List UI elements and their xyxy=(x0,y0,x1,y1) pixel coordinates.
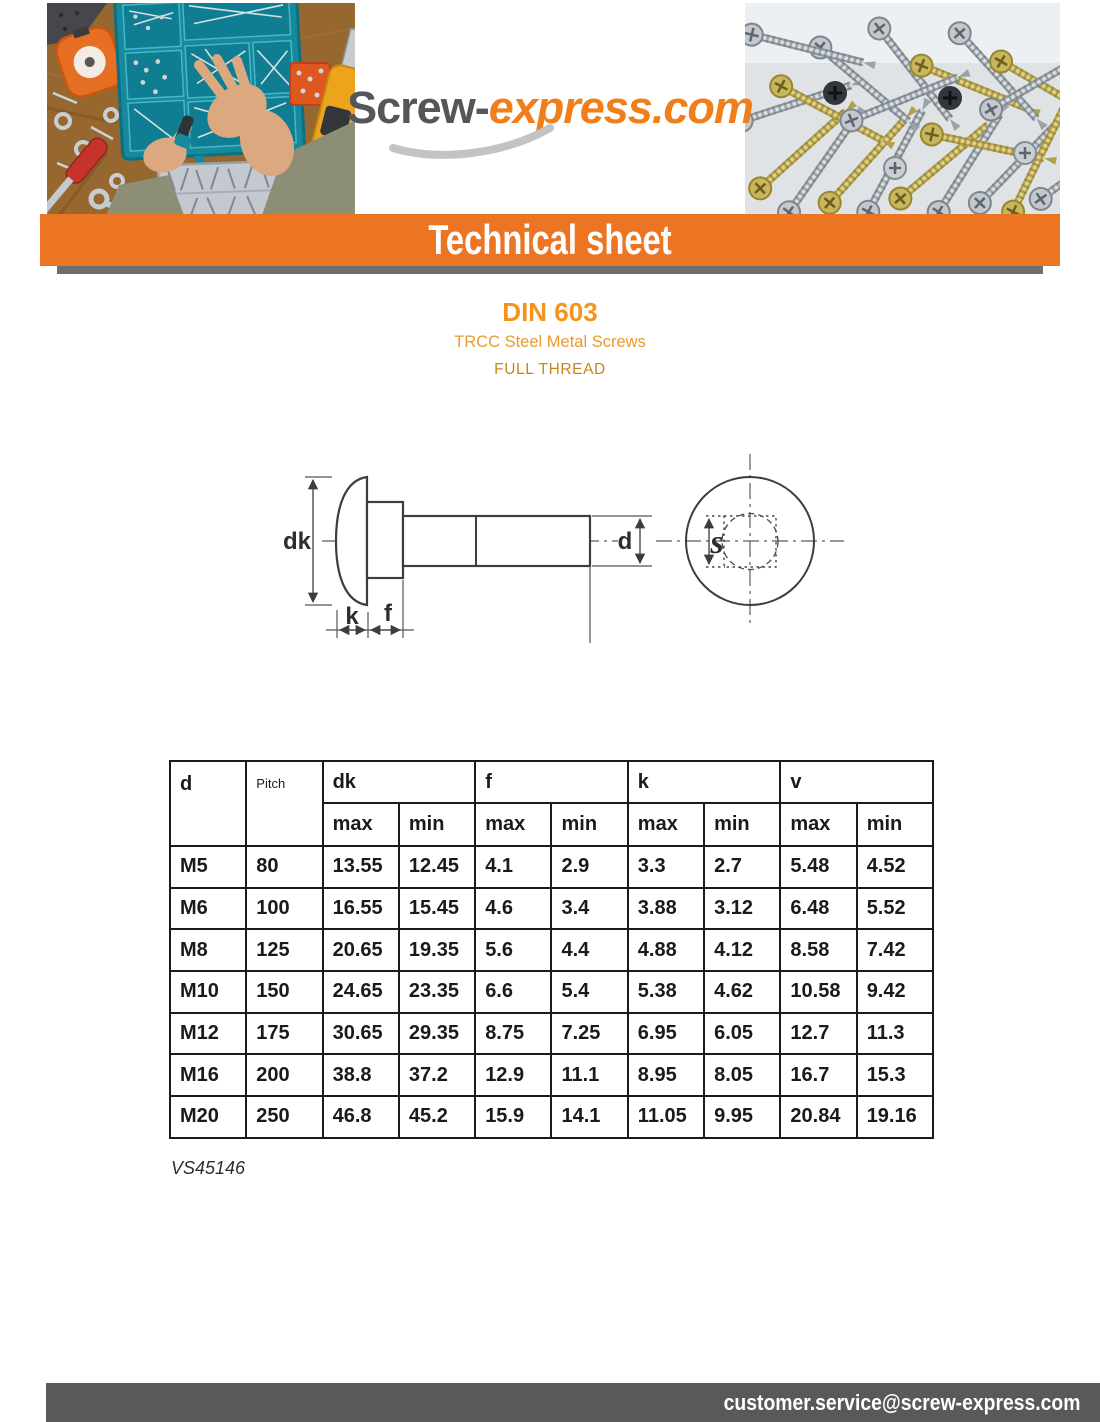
value-cell: 100 xyxy=(246,888,322,930)
value-cell: 45.2 xyxy=(399,1096,475,1138)
thread-type-label: FULL THREAD xyxy=(494,361,606,378)
value-cell: 2.7 xyxy=(704,846,780,888)
table-row xyxy=(170,1096,933,1138)
value-cell: 9.95 xyxy=(704,1096,780,1138)
carriage-bolt-drawing xyxy=(270,430,910,670)
size-cell: M12 xyxy=(170,1013,246,1055)
value-cell: 16.7 xyxy=(780,1054,856,1096)
value-cell: 3.4 xyxy=(551,888,627,930)
value-cell: 15.3 xyxy=(857,1054,933,1096)
customer-service-email: customer.service@screw-express.com xyxy=(723,1389,1080,1415)
subcol-dk-max: max xyxy=(323,803,399,846)
table-header-groups xyxy=(170,761,933,803)
value-cell: 7.25 xyxy=(551,1013,627,1055)
value-cell: 19.35 xyxy=(399,929,475,971)
subcol-k-max: max xyxy=(628,803,704,846)
value-cell: 16.55 xyxy=(323,888,399,930)
value-cell: 15.45 xyxy=(399,888,475,930)
size-cell: M20 xyxy=(170,1096,246,1138)
value-cell: 38.8 xyxy=(323,1054,399,1096)
size-cell: M16 xyxy=(170,1054,246,1096)
logo-swoosh-icon xyxy=(388,122,556,160)
footer-bar xyxy=(46,1383,1100,1422)
value-cell: 5.38 xyxy=(628,971,704,1013)
dim-label-f: f xyxy=(384,600,392,627)
value-cell: 4.6 xyxy=(475,888,551,930)
value-cell: 7.42 xyxy=(857,929,933,971)
table-row xyxy=(170,1013,933,1055)
value-cell: 8.75 xyxy=(475,1013,551,1055)
value-cell: 11.1 xyxy=(551,1054,627,1096)
value-cell: 20.65 xyxy=(323,929,399,971)
value-cell: 19.16 xyxy=(857,1096,933,1138)
dim-label-k: k xyxy=(345,603,359,630)
bolt-end-view xyxy=(656,454,844,628)
value-cell: 6.6 xyxy=(475,971,551,1013)
value-cell: 46.8 xyxy=(323,1096,399,1138)
spec-table-body xyxy=(170,846,933,1138)
value-cell: 20.84 xyxy=(780,1096,856,1138)
bolt-side-view xyxy=(283,477,652,643)
table-row xyxy=(170,929,933,971)
size-cell: M8 xyxy=(170,929,246,971)
banner-underbar xyxy=(57,266,1043,274)
value-cell: 8.05 xyxy=(704,1054,780,1096)
col-header-f: f xyxy=(475,761,628,803)
brand-logo-prefix: Screw- xyxy=(347,82,489,133)
dim-label-d: d xyxy=(617,528,633,555)
value-cell: 9.42 xyxy=(857,971,933,1013)
table-row xyxy=(170,888,933,930)
subcol-v-min: min xyxy=(857,803,933,846)
technical-sheet-banner xyxy=(40,214,1060,266)
value-cell: 200 xyxy=(246,1054,322,1096)
value-cell: 5.6 xyxy=(475,929,551,971)
subcol-f-min: min xyxy=(551,803,627,846)
value-cell: 3.88 xyxy=(628,888,704,930)
value-cell: 5.52 xyxy=(857,888,933,930)
value-cell: 175 xyxy=(246,1013,322,1055)
value-cell: 125 xyxy=(246,929,322,971)
brand-logo-suffix: express.com xyxy=(488,82,753,133)
value-cell: 11.05 xyxy=(628,1096,704,1138)
size-cell: M10 xyxy=(170,971,246,1013)
value-cell: 3.3 xyxy=(628,846,704,888)
table-row xyxy=(170,971,933,1013)
value-cell: 12.7 xyxy=(780,1013,856,1055)
value-cell: 15.9 xyxy=(475,1096,551,1138)
value-cell: 10.58 xyxy=(780,971,856,1013)
value-cell: 2.9 xyxy=(551,846,627,888)
value-cell: 37.2 xyxy=(399,1054,475,1096)
value-cell: 11.3 xyxy=(857,1013,933,1055)
value-cell: 23.35 xyxy=(399,971,475,1013)
table-row xyxy=(170,846,933,888)
value-cell: 6.05 xyxy=(704,1013,780,1055)
banner-title: Technical sheet xyxy=(428,216,672,263)
subcol-v-max: max xyxy=(780,803,856,846)
table-row xyxy=(170,1054,933,1096)
subcol-f-max: max xyxy=(475,803,551,846)
size-cell: M6 xyxy=(170,888,246,930)
value-cell: 8.58 xyxy=(780,929,856,971)
value-cell: 6.48 xyxy=(780,888,856,930)
value-cell: 12.45 xyxy=(399,846,475,888)
dim-label-s: s xyxy=(710,524,724,561)
value-cell: 13.55 xyxy=(323,846,399,888)
value-cell: 4.88 xyxy=(628,929,704,971)
subcol-k-min: min xyxy=(704,803,780,846)
value-cell: 6.95 xyxy=(628,1013,704,1055)
value-cell: 3.12 xyxy=(704,888,780,930)
value-cell: 80 xyxy=(246,846,322,888)
value-cell: 4.52 xyxy=(857,846,933,888)
product-subtitle: TRCC Steel Metal Screws xyxy=(454,333,646,351)
value-cell: 8.95 xyxy=(628,1054,704,1096)
value-cell: 4.62 xyxy=(704,971,780,1013)
col-header-k: k xyxy=(628,761,781,803)
col-header-dk: dk xyxy=(323,761,476,803)
value-cell: 250 xyxy=(246,1096,322,1138)
value-cell: 5.48 xyxy=(780,846,856,888)
subcol-dk-min: min xyxy=(399,803,475,846)
col-header-v: v xyxy=(780,761,933,803)
value-cell: 150 xyxy=(246,971,322,1013)
col-header-pitch: Pitch xyxy=(246,761,322,846)
value-cell: 14.1 xyxy=(551,1096,627,1138)
value-cell: 12.9 xyxy=(475,1054,551,1096)
dim-label-dk: dk xyxy=(282,528,312,555)
value-cell: 4.1 xyxy=(475,846,551,888)
size-cell: M5 xyxy=(170,846,246,888)
value-cell: 5.4 xyxy=(551,971,627,1013)
value-cell: 4.12 xyxy=(704,929,780,971)
reference-code: VS45146 xyxy=(171,1158,246,1178)
value-cell: 24.65 xyxy=(323,971,399,1013)
value-cell: 30.65 xyxy=(323,1013,399,1055)
dimension-table xyxy=(169,760,934,1139)
col-header-d: d xyxy=(170,761,246,846)
value-cell: 4.4 xyxy=(551,929,627,971)
standard-title: DIN 603 xyxy=(502,297,598,327)
value-cell: 29.35 xyxy=(399,1013,475,1055)
